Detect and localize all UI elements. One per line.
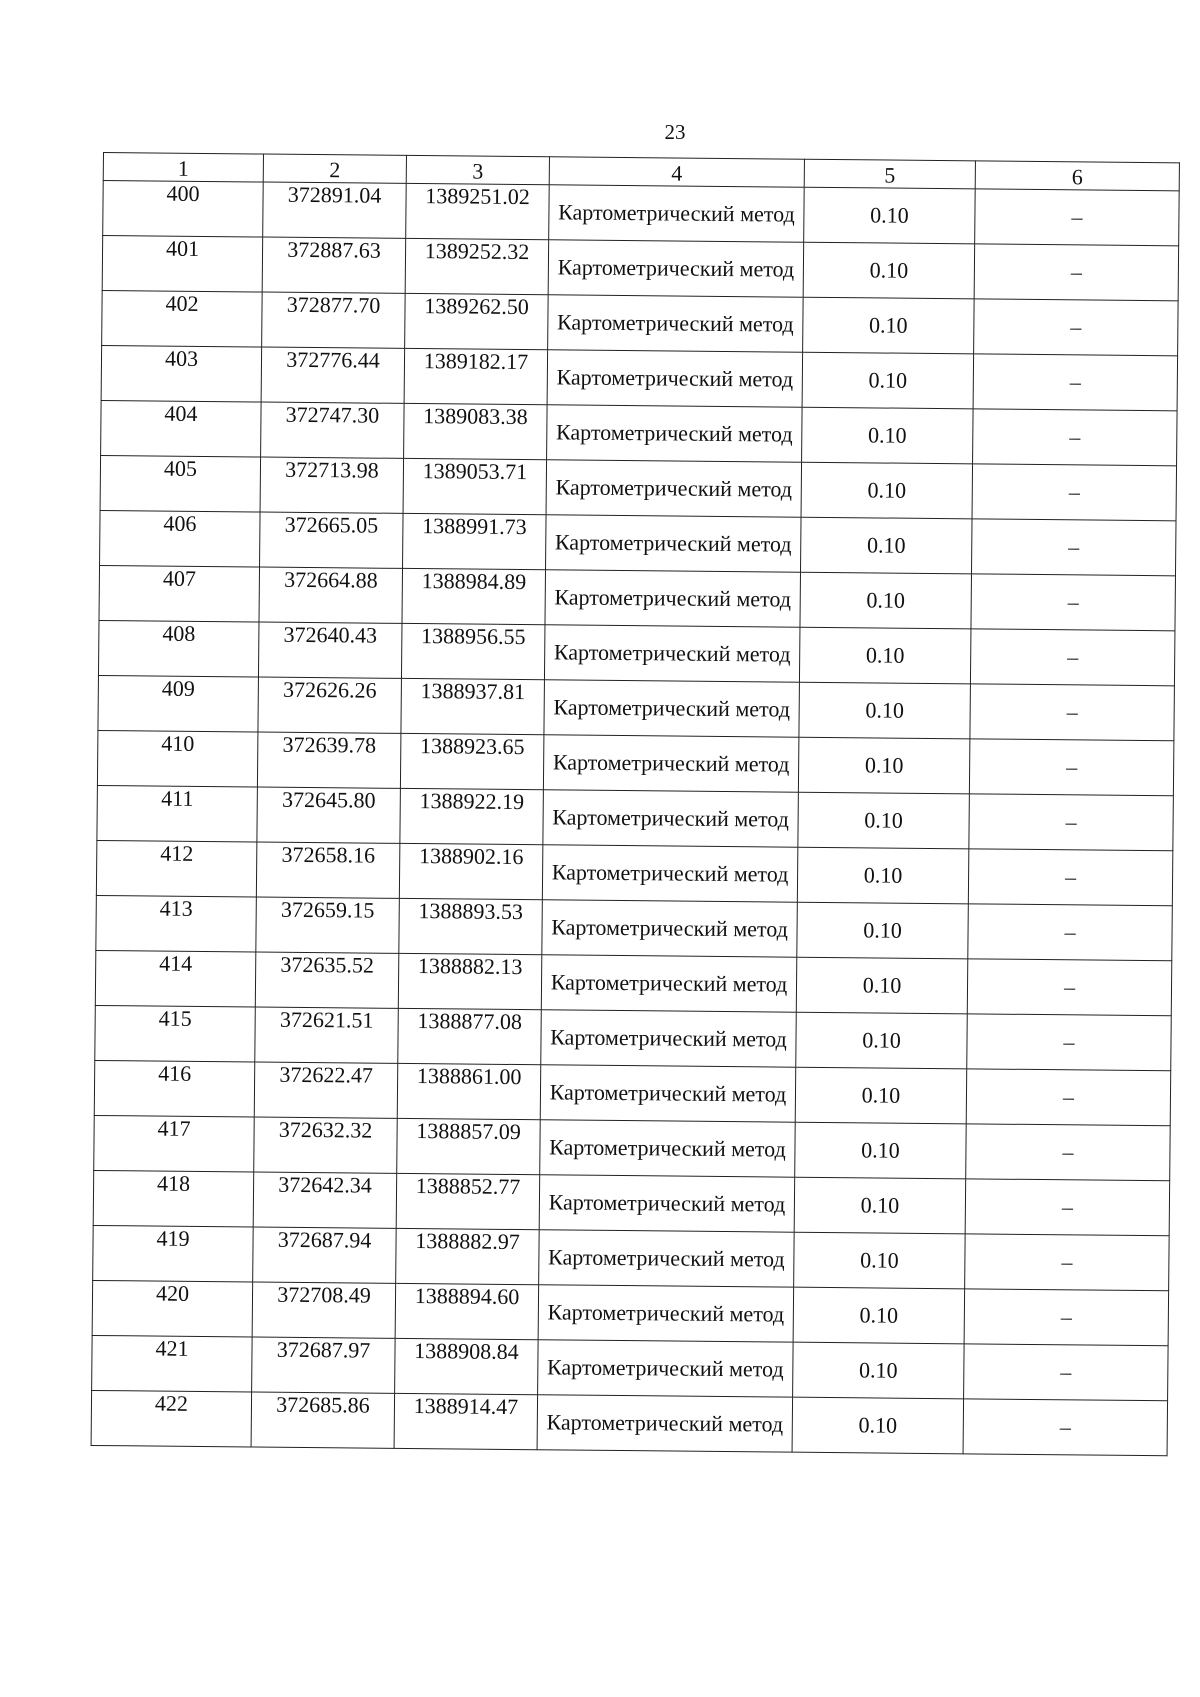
y-coordinate-cell: 1389251.02: [406, 183, 550, 239]
y-coordinate-cell: 1388991.73: [403, 513, 547, 569]
method-cell: Картометрический метод: [545, 570, 801, 627]
table-row: [100, 455, 1176, 520]
note-cell: –: [968, 904, 1173, 961]
y-coordinate-cell: 1389262.50: [405, 293, 549, 349]
table-row: [96, 895, 1172, 960]
method-cell: Картометрический метод: [539, 1175, 795, 1232]
point-number-cell: 403: [101, 345, 262, 402]
table-row: [98, 620, 1174, 685]
method-cell: Картометрический метод: [538, 1340, 794, 1397]
note-cell: –: [965, 1234, 1170, 1291]
x-coordinate-cell: 372887.63: [262, 237, 406, 293]
point-number-cell: 410: [97, 730, 258, 787]
method-cell: Картометрический метод: [547, 350, 803, 407]
accuracy-cell: 0.10: [796, 1012, 968, 1069]
note-cell: –: [968, 849, 1173, 906]
accuracy-cell: 0.10: [804, 187, 976, 244]
y-coordinate-cell: 1388922.19: [400, 788, 544, 844]
table-row: [92, 1335, 1168, 1400]
table-row: [97, 730, 1173, 795]
accuracy-cell: 0.10: [803, 297, 975, 354]
accuracy-cell: 0.10: [795, 1122, 967, 1179]
y-coordinate-cell: 1388956.55: [401, 623, 545, 679]
y-coordinate-cell: 1389083.38: [404, 403, 548, 459]
note-cell: –: [966, 1069, 1171, 1126]
accuracy-cell: 0.10: [798, 792, 970, 849]
table-row: [99, 565, 1175, 630]
method-cell: Картометрический метод: [546, 460, 802, 517]
y-coordinate-cell: 1388857.09: [397, 1118, 541, 1174]
accuracy-cell: 0.10: [800, 572, 972, 629]
point-number-cell: 422: [91, 1390, 252, 1447]
table-row: [98, 675, 1174, 740]
table-body: [91, 181, 1179, 1456]
note-cell: –: [974, 244, 1179, 301]
point-number-cell: 416: [94, 1060, 255, 1117]
method-cell: Картометрический метод: [544, 680, 800, 737]
y-coordinate-cell: 1388877.08: [398, 1008, 542, 1064]
accuracy-cell: 0.10: [801, 462, 973, 519]
y-coordinate-cell: 1389053.71: [403, 458, 547, 514]
point-number-cell: 412: [96, 840, 257, 897]
x-coordinate-cell: 372640.43: [258, 622, 402, 678]
note-cell: –: [964, 1289, 1169, 1346]
method-cell: Картометрический метод: [543, 735, 799, 792]
x-coordinate-cell: 372687.97: [252, 1337, 396, 1393]
accuracy-cell: 0.10: [794, 1232, 966, 1289]
table-row: [94, 1060, 1170, 1125]
method-cell: Картометрический метод: [538, 1285, 794, 1342]
y-coordinate-cell: 1388861.00: [397, 1063, 541, 1119]
method-cell: Картометрический метод: [548, 240, 804, 297]
coordinates-table-container: [91, 152, 1179, 1456]
method-cell: Картометрический метод: [547, 405, 803, 462]
method-cell: Картометрический метод: [541, 1010, 797, 1067]
table-row: [100, 510, 1176, 575]
x-coordinate-cell: 372658.16: [256, 842, 400, 898]
y-coordinate-cell: 1388937.81: [401, 678, 545, 734]
table-row: [97, 785, 1173, 850]
table-row: [103, 181, 1179, 246]
accuracy-cell: 0.10: [796, 957, 968, 1014]
accuracy-cell: 0.10: [798, 737, 970, 794]
y-coordinate-cell: 1388893.53: [399, 898, 543, 954]
note-cell: –: [969, 739, 1174, 796]
method-cell: Картометрический метод: [540, 1065, 796, 1122]
table-row: [101, 400, 1177, 465]
x-coordinate-cell: 372685.86: [251, 1392, 395, 1448]
point-number-cell: 418: [93, 1170, 254, 1227]
note-cell: –: [970, 684, 1175, 741]
accuracy-cell: 0.10: [799, 682, 971, 739]
method-cell: Картометрический метод: [548, 295, 804, 352]
x-coordinate-cell: 372632.32: [254, 1117, 398, 1173]
table-row: [93, 1170, 1169, 1235]
note-cell: –: [972, 464, 1177, 521]
point-number-cell: 404: [101, 400, 262, 457]
column-header: 5: [804, 159, 975, 189]
column-header: 4: [549, 157, 804, 187]
note-cell: –: [969, 794, 1174, 851]
note-cell: –: [966, 1124, 1171, 1181]
accuracy-cell: 0.10: [800, 517, 972, 574]
point-number-cell: 407: [99, 565, 260, 622]
column-header: 6: [975, 161, 1179, 191]
method-cell: Картометрический метод: [542, 845, 798, 902]
x-coordinate-cell: 372776.44: [261, 347, 405, 403]
accuracy-cell: 0.10: [793, 1342, 965, 1399]
y-coordinate-cell: 1388923.65: [400, 733, 544, 789]
table-row: [92, 1280, 1168, 1345]
method-cell: Картометрический метод: [543, 790, 799, 847]
point-number-cell: 402: [102, 290, 263, 347]
x-coordinate-cell: 372642.34: [253, 1172, 397, 1228]
table-row: [96, 840, 1172, 905]
accuracy-cell: 0.10: [794, 1177, 966, 1234]
page-number: 23: [664, 120, 686, 144]
point-number-cell: 406: [100, 510, 261, 567]
note-cell: –: [971, 519, 1176, 576]
accuracy-cell: 0.10: [795, 1067, 967, 1124]
x-coordinate-cell: 372622.47: [254, 1062, 398, 1118]
note-cell: –: [973, 354, 1178, 411]
x-coordinate-cell: 372626.26: [258, 677, 402, 733]
note-cell: –: [967, 959, 1172, 1016]
method-cell: Картометрический метод: [540, 1120, 796, 1177]
note-cell: –: [975, 189, 1180, 246]
accuracy-cell: 0.10: [802, 407, 974, 464]
method-cell: Картометрический метод: [541, 955, 797, 1012]
table-row: [101, 345, 1177, 410]
accuracy-cell: 0.10: [802, 352, 974, 409]
coordinates-table: [91, 152, 1180, 1456]
table-row: [94, 1115, 1170, 1180]
table-row: [93, 1225, 1169, 1290]
x-coordinate-cell: 372635.52: [255, 952, 399, 1008]
method-cell: Картометрический метод: [539, 1230, 795, 1287]
accuracy-cell: 0.10: [797, 902, 969, 959]
y-coordinate-cell: 1388882.13: [398, 953, 542, 1009]
note-cell: –: [965, 1179, 1170, 1236]
accuracy-cell: 0.10: [803, 242, 975, 299]
y-coordinate-cell: 1388908.84: [395, 1338, 539, 1394]
note-cell: –: [970, 629, 1175, 686]
point-number-cell: 420: [92, 1280, 253, 1337]
point-number-cell: 409: [98, 675, 259, 732]
x-coordinate-cell: 372747.30: [261, 402, 405, 458]
point-number-cell: 408: [98, 620, 259, 677]
point-number-cell: 417: [94, 1115, 255, 1172]
point-number-cell: 405: [100, 455, 261, 512]
y-coordinate-cell: 1389252.32: [405, 238, 549, 294]
x-coordinate-cell: 372639.78: [257, 732, 401, 788]
column-header: 2: [263, 154, 406, 183]
note-cell: –: [971, 574, 1176, 631]
accuracy-cell: 0.10: [792, 1397, 964, 1454]
y-coordinate-cell: 1388852.77: [396, 1173, 540, 1229]
column-header: 3: [406, 155, 549, 184]
table-row: [95, 1005, 1171, 1070]
point-number-cell: 419: [93, 1225, 254, 1282]
x-coordinate-cell: 372877.70: [262, 292, 406, 348]
method-cell: Картометрический метод: [549, 185, 805, 242]
y-coordinate-cell: 1388882.97: [396, 1228, 540, 1284]
accuracy-cell: 0.10: [793, 1287, 965, 1344]
x-coordinate-cell: 372665.05: [260, 512, 404, 568]
method-cell: Картометрический метод: [542, 900, 798, 957]
x-coordinate-cell: 372708.49: [252, 1282, 396, 1338]
x-coordinate-cell: 372659.15: [256, 897, 400, 953]
y-coordinate-cell: 1388894.60: [395, 1283, 539, 1339]
x-coordinate-cell: 372891.04: [263, 182, 407, 238]
x-coordinate-cell: 372687.94: [253, 1227, 397, 1283]
note-cell: –: [974, 299, 1179, 356]
table-row: [91, 1390, 1167, 1455]
point-number-cell: 421: [92, 1335, 253, 1392]
point-number-cell: 414: [95, 950, 256, 1007]
point-number-cell: 411: [97, 785, 258, 842]
point-number-cell: 413: [96, 895, 257, 952]
note-cell: –: [964, 1344, 1169, 1401]
point-number-cell: 415: [95, 1005, 256, 1062]
method-cell: Картометрический метод: [544, 625, 800, 682]
table-row: [95, 950, 1171, 1015]
x-coordinate-cell: 372621.51: [255, 1007, 399, 1063]
y-coordinate-cell: 1388984.89: [402, 568, 546, 624]
x-coordinate-cell: 372713.98: [260, 457, 404, 513]
y-coordinate-cell: 1389182.17: [404, 348, 548, 404]
x-coordinate-cell: 372664.88: [259, 567, 403, 623]
column-header: 1: [103, 153, 263, 183]
y-coordinate-cell: 1388902.16: [399, 843, 543, 899]
method-cell: Картометрический метод: [546, 515, 802, 572]
y-coordinate-cell: 1388914.47: [394, 1393, 538, 1449]
accuracy-cell: 0.10: [799, 627, 971, 684]
note-cell: –: [967, 1014, 1172, 1071]
method-cell: Картометрический метод: [537, 1395, 793, 1452]
point-number-cell: 400: [103, 181, 264, 238]
table-row: [102, 236, 1178, 301]
accuracy-cell: 0.10: [797, 847, 969, 904]
note-cell: –: [973, 409, 1178, 466]
table-row: [102, 290, 1178, 355]
note-cell: –: [963, 1399, 1168, 1456]
x-coordinate-cell: 372645.80: [257, 787, 401, 843]
point-number-cell: 401: [102, 236, 263, 293]
